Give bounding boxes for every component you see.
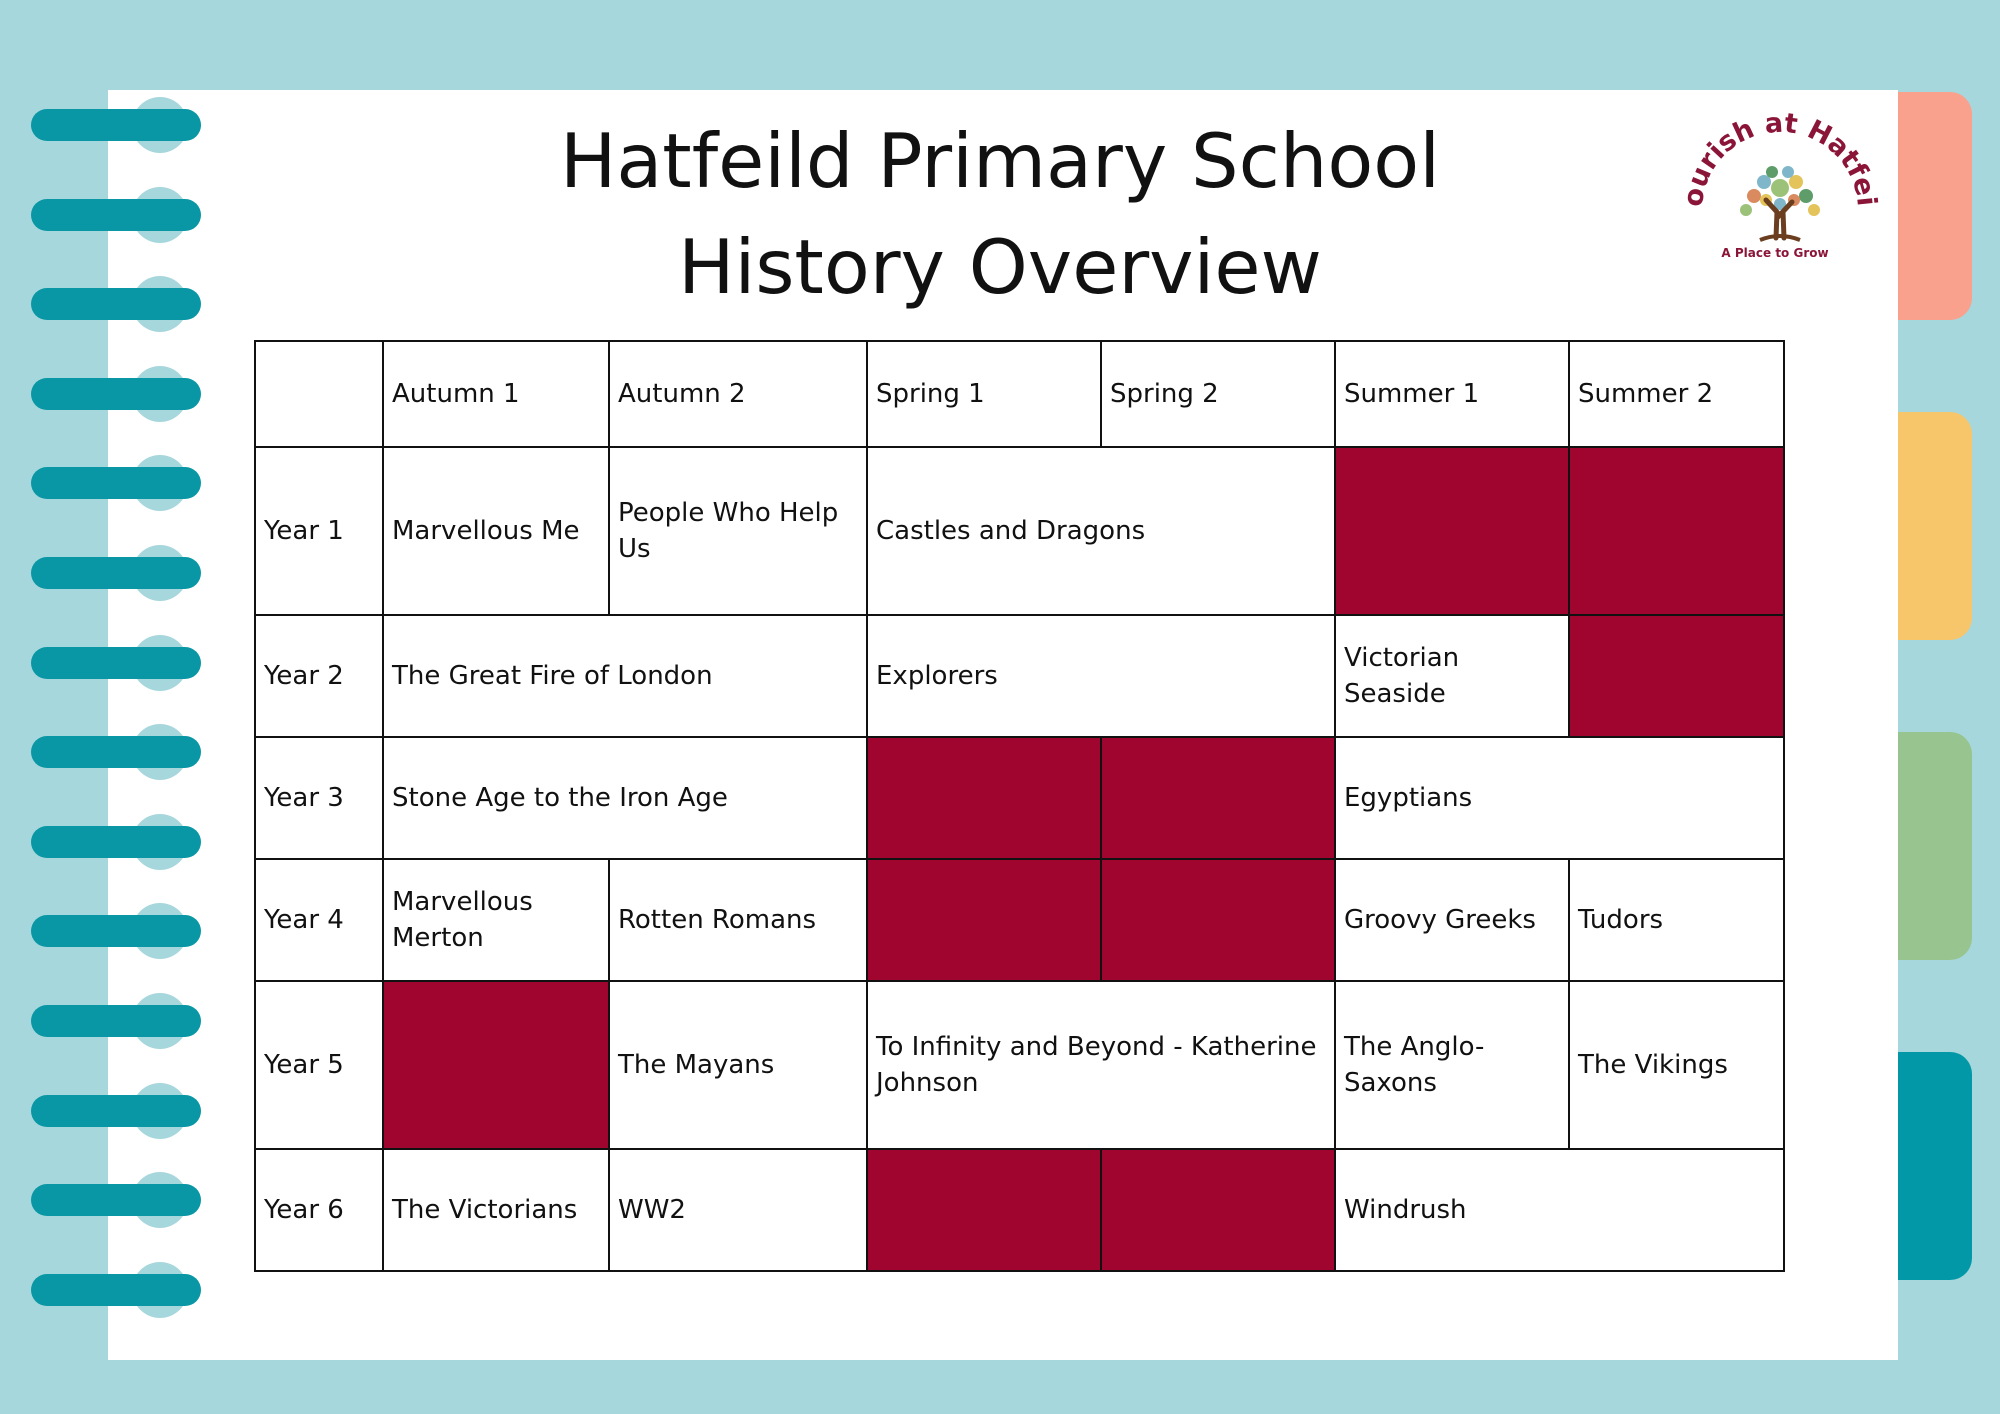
school-logo [1680, 100, 1880, 270]
topic-cell: Stone Age to the Iron Age [383, 737, 867, 859]
binder-ring [28, 814, 188, 874]
title-line-school: Hatfeild Primary School [559, 117, 1441, 205]
title-line-subject: History Overview [678, 223, 1322, 311]
ring-bar [31, 915, 201, 947]
ring-bar [31, 378, 201, 410]
blank-cell [383, 981, 609, 1149]
topic-cell: Windrush [1335, 1149, 1784, 1271]
topic-cell: The Vikings [1569, 981, 1784, 1149]
header-summer-1: Summer 1 [1335, 341, 1569, 447]
table-row-year-4 [255, 859, 1784, 981]
year-label: Year 3 [255, 737, 383, 859]
binder-ring [28, 97, 188, 157]
binder-ring [28, 366, 188, 426]
table-row-year-2 [255, 615, 1784, 737]
topic-cell: WW2 [609, 1149, 867, 1271]
year-label: Year 4 [255, 859, 383, 981]
topic-cell: Castles and Dragons [867, 447, 1335, 615]
header-spring-1: Spring 1 [867, 341, 1101, 447]
header-summer-2: Summer 2 [1569, 341, 1784, 447]
topic-cell: Marvellous Me [383, 447, 609, 615]
ring-bar [31, 1184, 201, 1216]
ring-bar [31, 288, 201, 320]
year-label: Year 5 [255, 981, 383, 1149]
topic-cell: Rotten Romans [609, 859, 867, 981]
ring-bar [31, 736, 201, 768]
topic-cell: The Anglo-Saxons [1335, 981, 1569, 1149]
topic-cell: People Who Help Us [609, 447, 867, 615]
ring-bar [31, 1005, 201, 1037]
binder-ring [28, 1262, 188, 1322]
topic-cell: Egyptians [1335, 737, 1784, 859]
ring-bar [31, 199, 201, 231]
topic-cell: Groovy Greeks [1335, 859, 1569, 981]
header-autumn-2: Autumn 2 [609, 341, 867, 447]
header-spring-2: Spring 2 [1101, 341, 1335, 447]
ring-bar [31, 826, 201, 858]
topic-cell: To Infinity and Beyond - Katherine Johnson [867, 981, 1335, 1149]
history-overview-table [254, 340, 1785, 1272]
ring-bar [31, 109, 201, 141]
topic-cell: The Great Fire of London [383, 615, 867, 737]
blank-cell [1569, 447, 1784, 615]
year-label: Year 2 [255, 615, 383, 737]
header-corner [255, 341, 383, 447]
table-row-year-6 [255, 1149, 1784, 1271]
table-row-year-3 [255, 737, 1784, 859]
ring-bar [31, 467, 201, 499]
blank-cell [867, 859, 1101, 981]
header-row [255, 341, 1784, 447]
binder-ring [28, 903, 188, 963]
ring-bar [31, 1095, 201, 1127]
logo-arc-text: ourish at Hatfei [1680, 107, 1880, 209]
table-row-year-5 [255, 981, 1784, 1149]
blank-cell [1101, 859, 1335, 981]
ring-bar [31, 1274, 201, 1306]
year-label: Year 1 [255, 447, 383, 615]
topic-cell: The Mayans [609, 981, 867, 1149]
binder-ring [28, 1172, 188, 1232]
blank-cell [1101, 737, 1335, 859]
ring-bar [31, 557, 201, 589]
logo-tagline: A Place to Grow [1721, 246, 1829, 260]
blank-cell [1101, 1149, 1335, 1271]
blank-cell [867, 737, 1101, 859]
topic-cell: The Victorians [383, 1149, 609, 1271]
topic-cell: Victorian Seaside [1335, 615, 1569, 737]
binder-ring [28, 724, 188, 784]
ring-bar [31, 647, 201, 679]
binder-ring [28, 1083, 188, 1143]
header-autumn-1: Autumn 1 [383, 341, 609, 447]
tree-icon [1680, 100, 1880, 270]
binder-ring [28, 455, 188, 515]
topic-cell: Marvellous Merton [383, 859, 609, 981]
binder-ring [28, 635, 188, 695]
topic-cell: Tudors [1569, 859, 1784, 981]
blank-cell [1569, 615, 1784, 737]
binder-ring [28, 545, 188, 605]
blank-cell [867, 1149, 1101, 1271]
table-row-year-1 [255, 447, 1784, 615]
year-label: Year 6 [255, 1149, 383, 1271]
topic-cell: Explorers [867, 615, 1335, 737]
binder-ring [28, 187, 188, 247]
blank-cell [1335, 447, 1569, 615]
binder-ring [28, 993, 188, 1053]
page-title [300, 108, 1700, 320]
binder-ring [28, 276, 188, 336]
